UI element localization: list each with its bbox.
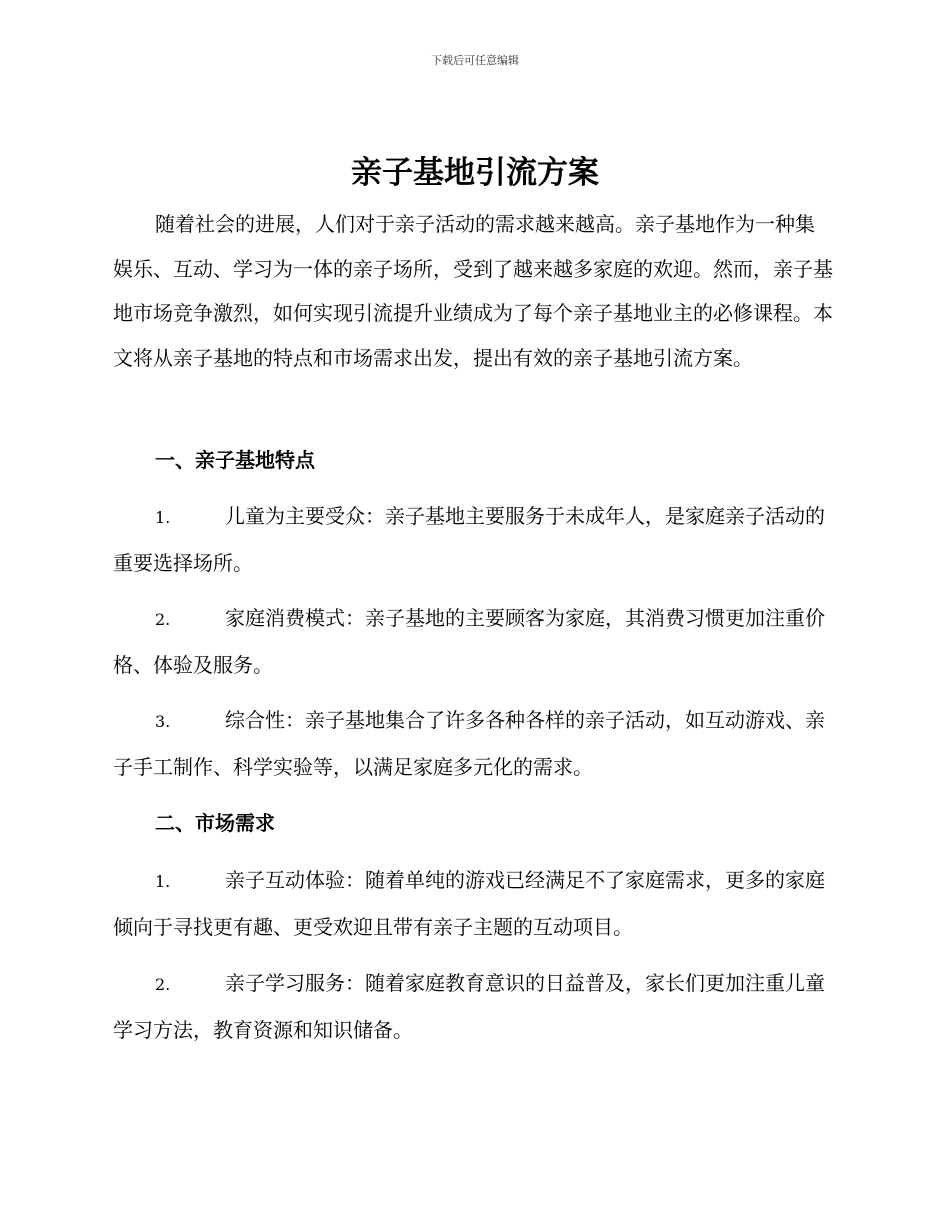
page-header: 下载后可任意编辑 — [431, 54, 519, 67]
intro-paragraph: 随着社会的进展，人们对于亲子活动的需求越来越高。亲子基地作为一种集娱乐、互动、学习为一体的亲子场所，受到了越来越多家庭的欢迎。然而，亲子基地市场竞争激烈，如何实现引流提升业绩成为了每个亲子基地业主的必修课程。本文将从亲子基地的特点和市场需求出发，提出有效的亲子基地引流方案。 — [113, 212, 833, 370]
section-heading-market: 二、市场需求 — [155, 811, 275, 835]
list-item-text: 亲子学习服务：随着家庭教育意识的日益普及，家长们更加注重儿童学习方法，教育资源和知识储备。 — [113, 971, 825, 1042]
list-item — [113, 596, 833, 687]
list-item — [113, 858, 833, 949]
list-number: 2. — [155, 610, 171, 629]
section-heading-features: 一、亲子基地特点 — [155, 448, 315, 472]
list-item-text: 儿童为主要受众：亲子基地主要服务于未成年人，是家庭亲子活动的重要选择场所。 — [113, 504, 825, 575]
list-number: 3. — [155, 712, 171, 731]
list-item-text: 家庭消费模式：亲子基地的主要顾客为家庭，其消费习惯更加注重价格、体验及服务。 — [113, 606, 825, 677]
list-item-text: 亲子互动体验：随着单纯的游戏已经满足不了家庭需求，更多的家庭倾向于寻找更有趣、更受欢迎且带有亲子主题的互动项目。 — [113, 868, 825, 939]
document-title: 亲子基地引流方案 — [351, 155, 599, 191]
list-number: 1. — [155, 872, 171, 891]
list-item — [113, 494, 833, 585]
list-number: 2. — [155, 975, 171, 994]
list-item — [113, 961, 833, 1052]
list-number: 1. — [155, 508, 171, 527]
list-item — [113, 698, 833, 789]
list-item-text: 综合性：亲子基地集合了许多各种各样的亲子活动，如互动游戏、亲子手工制作、科学实验等，以满足家庭多元化的需求。 — [113, 708, 825, 779]
